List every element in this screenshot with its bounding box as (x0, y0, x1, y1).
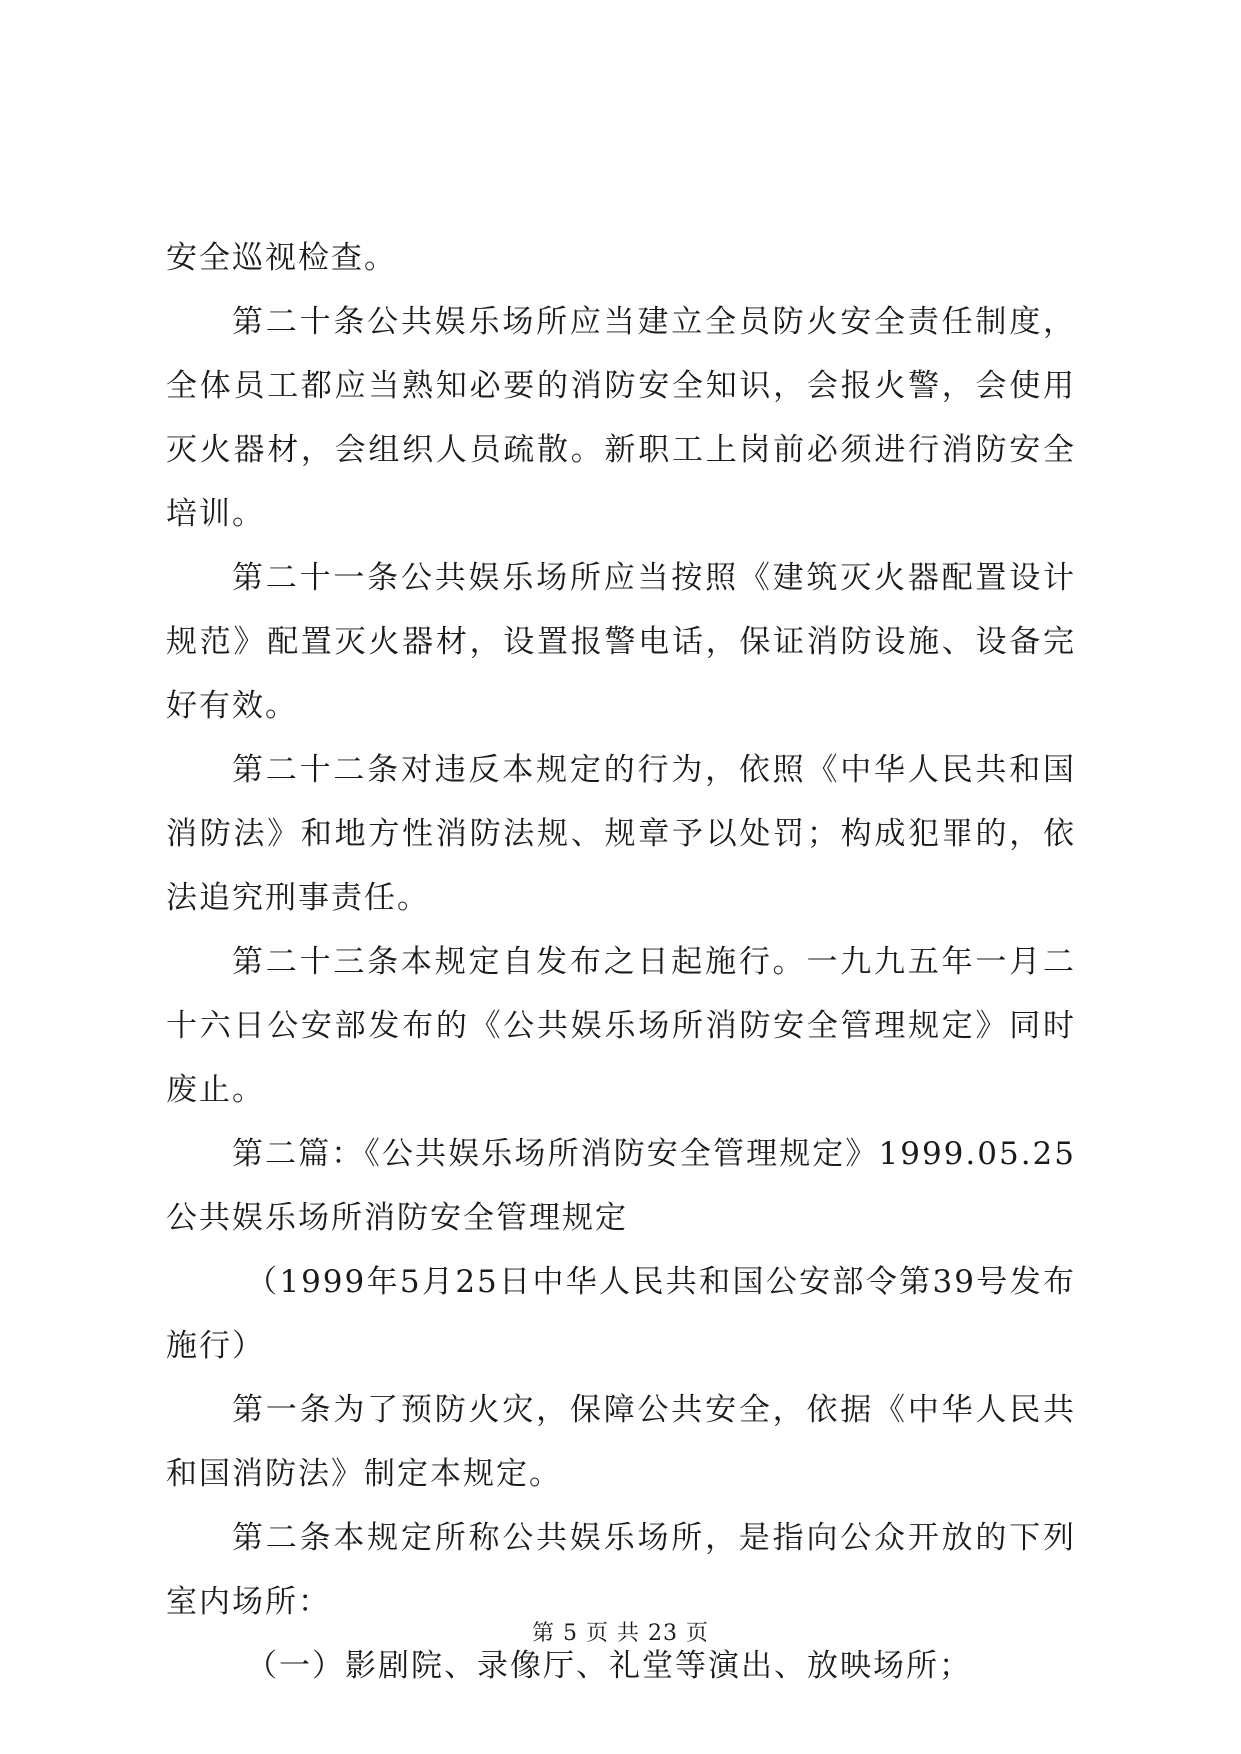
paragraph-continuation: 安全巡视检查。 (166, 240, 397, 276)
paragraph-item-1: （一）影剧院、录像厅、礼堂等演出、放映场所； (246, 1648, 972, 1684)
document-body (166, 226, 1076, 1698)
paragraph-article-23: 第二十三条本规定自发布之日起施行。一九九五年一月二十六日公安部发布的《公共娱乐场所消防安全管理规定》同时废止。 (166, 944, 1076, 1108)
paragraph-article-2: 第二条本规定所称公共娱乐场所，是指向公众开放的下列室内场所： (166, 1520, 1076, 1620)
paragraph-article-21: 第二十一条公共娱乐场所应当按照《建筑灭火器配置设计规范》配置灭火器材，设置报警电话，保证消防设施、设备完好有效。 (166, 560, 1076, 724)
page-footer: 第 5 页 共 23 页 (532, 1621, 709, 1646)
paragraph-article-20: 第二十条公共娱乐场所应当建立全员防火安全责任制度，全体员工都应当熟知必要的消防安全知识，会报火警，会使用灭火器材，会组织人员疏散。新职工上岗前必须进行消防安全培训。 (166, 304, 1076, 532)
paragraph-second-chapter-title: 第二篇：《公共娱乐场所消防安全管理规定》1999.05.25公共娱乐场所消防安全管理规定 (166, 1136, 1076, 1236)
paragraph-article-22: 第二十二条对违反本规定的行为，依照《中华人民共和国消防法》和地方性消防法规、规章予以处罚；构成犯罪的，依法追究刑事责任。 (166, 752, 1076, 916)
paragraph-article-1: 第一条为了预防火灾，保障公共安全，依据《中华人民共和国消防法》制定本规定。 (166, 1392, 1076, 1492)
paragraph-issuance-note: （1999年5月25日中华人民共和国公安部令第39号发布施行） (166, 1264, 1076, 1364)
